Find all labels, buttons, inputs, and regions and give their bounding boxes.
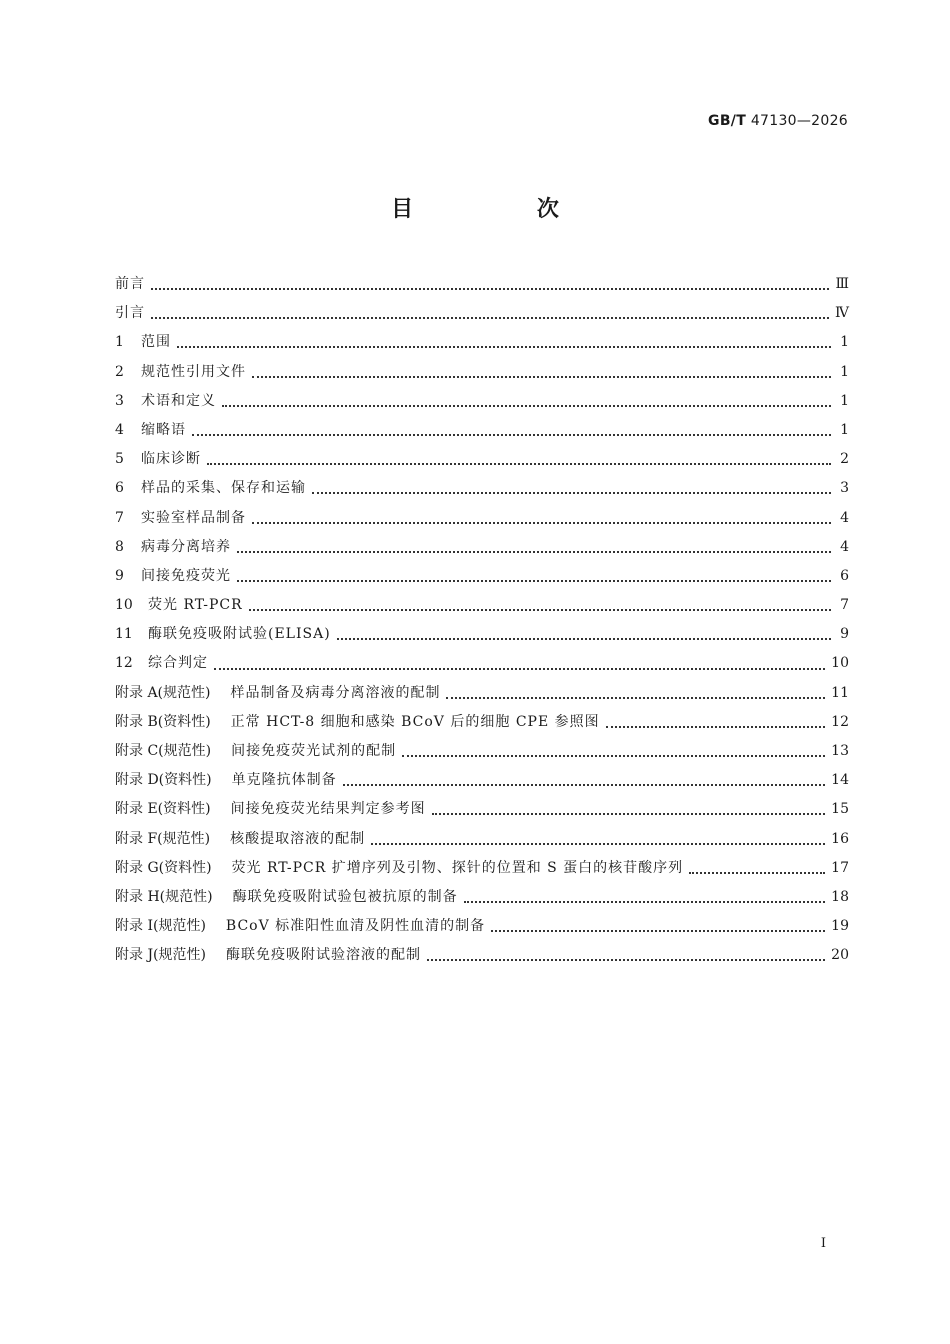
toc-entry-number: 2 [115, 363, 124, 380]
toc-entry-number: 4 [115, 421, 124, 438]
toc-entry-page: 9 [840, 626, 849, 643]
toc-entry-page: 2 [840, 451, 849, 468]
toc-entry-page: Ⅲ [835, 276, 849, 292]
toc-entry-annex-prefix: 附录 A(规范性) [115, 684, 211, 701]
toc-entry-number: 3 [115, 392, 124, 409]
toc-entry[interactable] [115, 533, 849, 562]
toc-entry-label: 酶联免疫吸附试验(ELISA) [148, 626, 331, 643]
toc-dot-leader [343, 783, 826, 786]
toc-entry-annex-prefix: 附录 C(规范性) [115, 743, 212, 759]
toc-entry-label: 范围 [141, 334, 171, 351]
table-of-contents [115, 270, 849, 971]
toc-entry-label: 正常 HCT-8 细胞和感染 BCoV 后的细胞 CPE 参照图 [230, 713, 600, 730]
toc-entry[interactable] [115, 387, 849, 416]
toc-entry[interactable] [115, 328, 849, 357]
toc-entry[interactable] [115, 708, 849, 737]
toc-entry-page: 4 [840, 509, 849, 526]
toc-entry[interactable] [115, 591, 849, 620]
toc-dot-leader [464, 900, 826, 903]
toc-entry[interactable] [115, 941, 849, 970]
toc-title: 目 次 [391, 197, 617, 222]
toc-entry-annex-prefix: 附录 H(规范性) [115, 888, 213, 905]
toc-dot-leader [249, 608, 831, 611]
toc-entry-annex-prefix: 附录 G(资料性) [115, 859, 212, 876]
standard-prefix: GB/T [708, 113, 747, 129]
toc-entry[interactable] [115, 299, 849, 328]
toc-dot-leader [371, 842, 825, 845]
toc-dot-leader [606, 725, 826, 728]
toc-entry-page: 4 [840, 538, 849, 555]
toc-entry-page: 15 [831, 801, 849, 818]
toc-entry-label: 荧光 RT-PCR [148, 597, 243, 614]
toc-dot-leader [222, 404, 831, 407]
toc-entry-label: 样品的采集、保存和运输 [141, 480, 306, 497]
toc-entry-page: 11 [831, 684, 849, 701]
toc-entry-label: 单克隆抗体制备 [231, 772, 337, 789]
toc-entry-label: 酶联免疫吸附试验包被抗原的制备 [232, 888, 458, 905]
toc-dot-leader [312, 491, 831, 494]
standard-code: 47130—2026 [750, 113, 848, 129]
toc-entry-page: 14 [831, 772, 849, 789]
toc-entry[interactable] [115, 270, 849, 299]
toc-entry-page: 1 [840, 392, 849, 409]
toc-dot-leader [432, 812, 826, 815]
toc-entry[interactable] [115, 737, 849, 766]
toc-entry-page: 16 [831, 830, 849, 847]
toc-entry[interactable] [115, 416, 849, 445]
toc-entry-number: 1 [115, 334, 124, 351]
toc-entry-label: 规范性引用文件 [141, 363, 246, 380]
toc-entry-label: 缩略语 [141, 421, 186, 438]
toc-entry[interactable] [115, 649, 849, 678]
toc-entry[interactable] [115, 679, 849, 708]
toc-entry-page: 19 [831, 918, 849, 935]
toc-entry-label: 前言 [115, 276, 145, 292]
toc-dot-leader [177, 345, 831, 348]
toc-entry[interactable] [115, 474, 849, 503]
toc-entry-number: 9 [115, 567, 124, 584]
toc-entry[interactable] [115, 766, 849, 795]
toc-entry-label: 样品制备及病毒分离溶液的配制 [230, 684, 441, 701]
toc-entry-page: 1 [840, 363, 849, 380]
toc-entry-label: 病毒分离培养 [141, 538, 231, 555]
toc-dot-leader [427, 958, 825, 961]
toc-entry-number: 12 [115, 655, 133, 672]
toc-entry-page: 6 [840, 567, 849, 584]
toc-entry-page: Ⅳ [835, 305, 849, 322]
toc-dot-leader [252, 375, 831, 378]
toc-entry-number: 8 [115, 538, 124, 555]
toc-entry[interactable] [115, 504, 849, 533]
toc-dot-leader [446, 696, 825, 699]
toc-entry-label: 荧光 RT-PCR 扩增序列及引物、探针的位置和 S 蛋白的核苷酸序列 [231, 859, 684, 876]
toc-entry-number: 5 [115, 451, 124, 468]
toc-entry-annex-prefix: 附录 I(规范性) [115, 918, 206, 935]
toc-entry[interactable] [115, 854, 849, 883]
toc-entry-label: 综合判定 [148, 655, 208, 672]
toc-entry-label: 引言 [115, 305, 145, 322]
toc-entry-page: 1 [840, 421, 849, 438]
toc-entry[interactable] [115, 883, 849, 912]
toc-entry-label: 术语和定义 [141, 392, 216, 409]
toc-dot-leader [151, 316, 829, 319]
toc-dot-leader [214, 667, 825, 670]
toc-entry[interactable] [115, 825, 849, 854]
toc-entry-page: 1 [840, 334, 849, 351]
toc-entry-annex-prefix: 附录 B(资料性) [115, 713, 211, 730]
toc-dot-leader [151, 287, 829, 290]
toc-entry-annex-prefix: 附录 E(资料性) [115, 801, 211, 818]
toc-entry-label: 实验室样品制备 [141, 509, 246, 526]
toc-entry-number: 10 [115, 597, 133, 614]
toc-entry[interactable] [115, 445, 849, 474]
toc-entry-page: 17 [831, 859, 849, 876]
toc-dot-leader [252, 521, 831, 524]
toc-entry-label: 间接免疫荧光结果判定参考图 [230, 801, 426, 818]
toc-entry-number: 6 [115, 480, 124, 497]
toc-entry-label: 间接免疫荧光 [141, 567, 231, 584]
toc-entry-annex-prefix: 附录 D(资料性) [115, 772, 212, 789]
toc-entry-label: 酶联免疫吸附试验溶液的配制 [226, 947, 421, 964]
toc-dot-leader [237, 550, 831, 553]
toc-dot-leader [402, 754, 825, 757]
toc-entry-page: 18 [831, 888, 849, 905]
toc-entry-page: 20 [831, 947, 849, 964]
toc-entry-page: 10 [831, 655, 849, 672]
toc-entry-number: 11 [115, 626, 133, 643]
toc-entry-label: 核酸提取溶液的配制 [230, 830, 366, 847]
toc-entry-page: 7 [840, 597, 849, 614]
toc-entry[interactable] [115, 562, 849, 591]
toc-entry-page: 3 [840, 480, 849, 497]
toc-dot-leader [491, 929, 825, 932]
toc-entry-label: 间接免疫荧光试剂的配制 [231, 743, 397, 759]
toc-dot-leader [337, 637, 831, 640]
toc-entry-page: 12 [831, 713, 849, 730]
toc-dot-leader [207, 462, 831, 465]
toc-entry[interactable] [115, 358, 849, 387]
toc-entry-number: 7 [115, 509, 124, 526]
toc-dot-leader [237, 579, 831, 582]
standard-number [708, 113, 848, 129]
toc-entry[interactable] [115, 912, 849, 941]
toc-entry-label: BCoV 标准阳性血清及阴性血清的制备 [225, 918, 486, 935]
toc-dot-leader [689, 871, 825, 874]
toc-entry[interactable] [115, 795, 849, 824]
toc-dot-leader [192, 433, 831, 436]
toc-entry-label: 临床诊断 [141, 451, 201, 468]
toc-entry-annex-prefix: 附录 J(规范性) [115, 947, 206, 964]
toc-entry[interactable] [115, 620, 849, 649]
toc-entry-annex-prefix: 附录 F(规范性) [115, 830, 211, 847]
footer-page-number: I [820, 1236, 826, 1251]
toc-entry-page: 13 [831, 743, 849, 759]
